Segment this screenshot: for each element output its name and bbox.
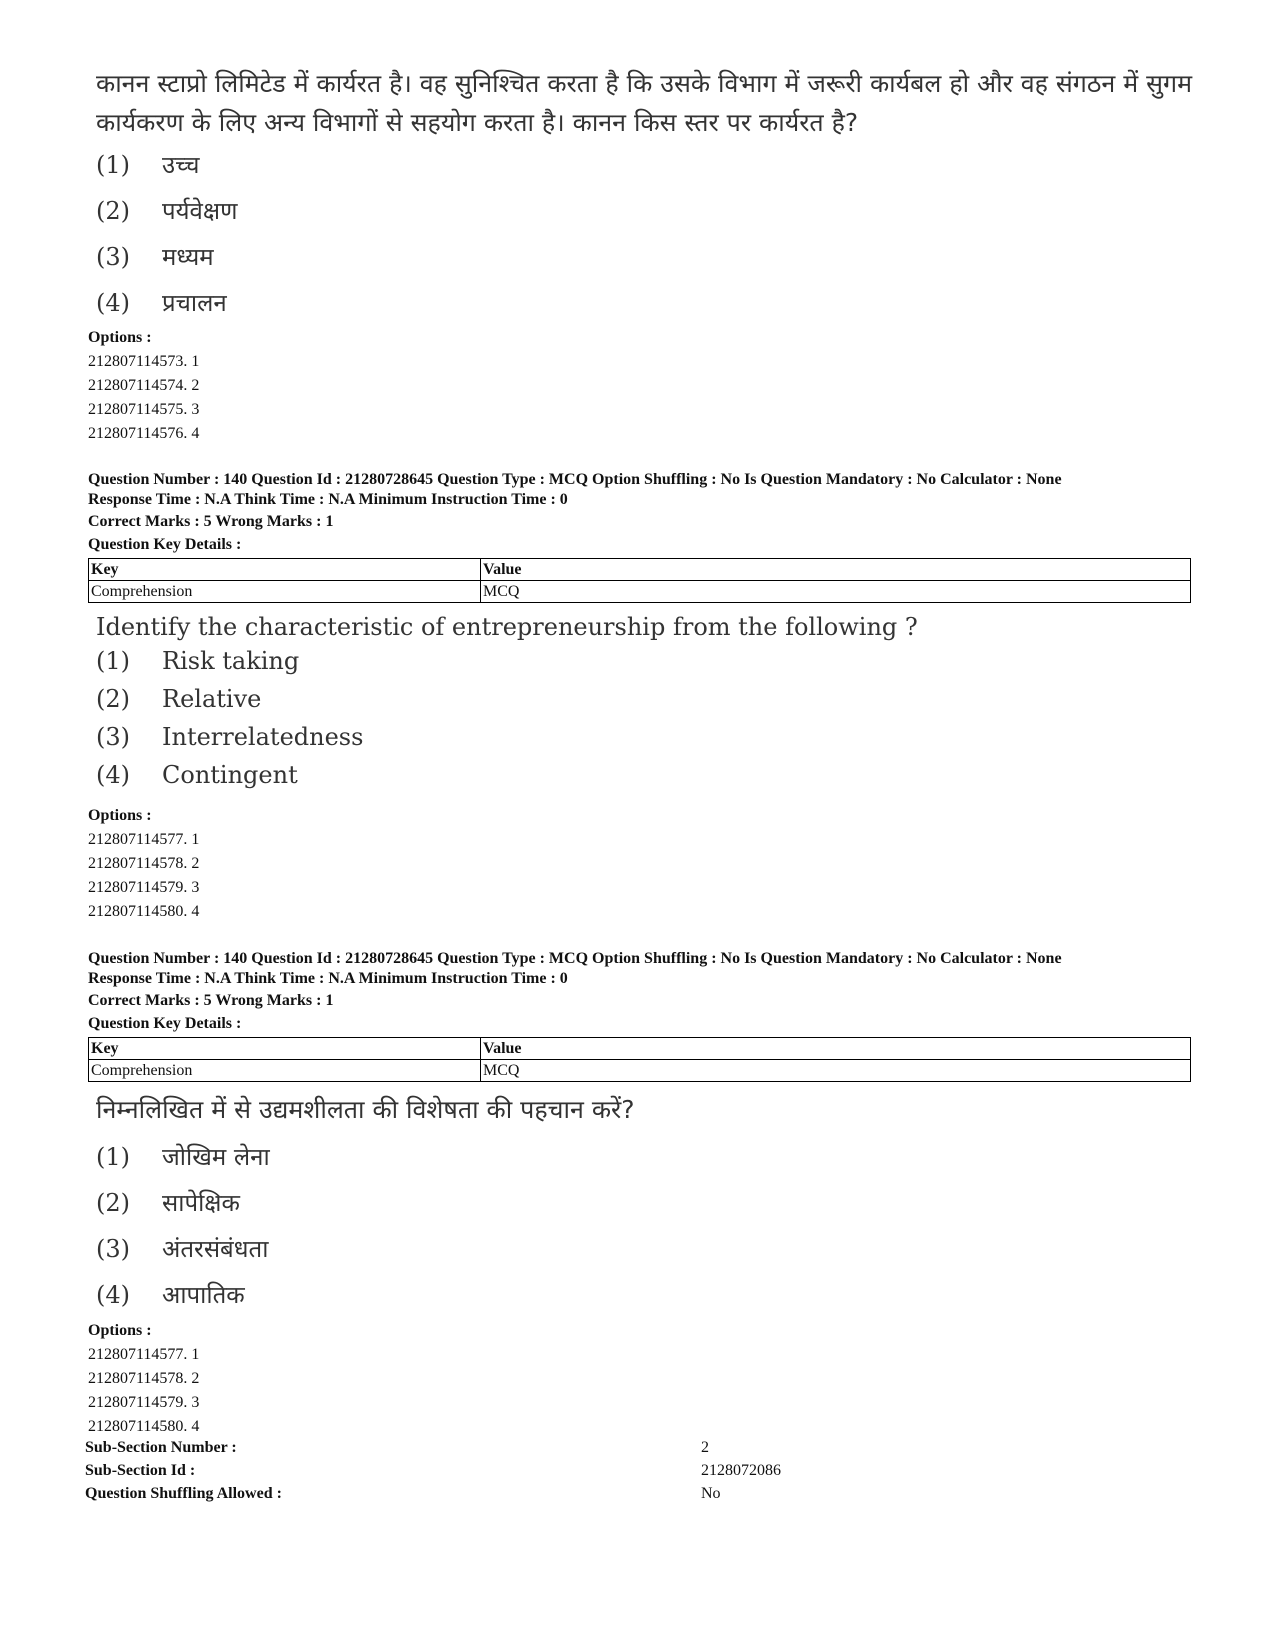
choice-2 bbox=[96, 194, 237, 227]
choice-number: (4) bbox=[96, 761, 130, 789]
option-id: 212807114579. 3 bbox=[88, 1394, 200, 1411]
marks: Correct Marks : 5 Wrong Marks : 1 bbox=[88, 513, 334, 530]
choice-number: (2) bbox=[96, 1188, 130, 1217]
choice-number: (1) bbox=[96, 1142, 130, 1171]
subsection-id-value: 2128072086 bbox=[701, 1462, 781, 1479]
choice-text: उच्च bbox=[162, 151, 200, 179]
choice-2 bbox=[96, 1186, 240, 1219]
key-details-label: Question Key Details : bbox=[88, 536, 242, 553]
option-id: 212807114577. 1 bbox=[88, 1346, 200, 1363]
meta-line: Question Number : 140 Question Id : 21280728645 Question Type : MCQ Option Shuffling : No Is Question Mandatory : No Calculator : None bbox=[88, 950, 1062, 967]
choice-number: (3) bbox=[96, 1234, 130, 1263]
choice-4 bbox=[96, 1278, 245, 1311]
table-header-value: Value bbox=[481, 559, 1191, 581]
choice-4 bbox=[96, 286, 227, 319]
question-meta bbox=[88, 949, 1062, 989]
option-id: 212807114578. 2 bbox=[88, 855, 200, 872]
choice-text: आपातिक bbox=[162, 1281, 245, 1309]
question-shuffling-value: No bbox=[701, 1485, 721, 1502]
option-id: 212807114576. 4 bbox=[88, 425, 200, 442]
question-stem-hindi-1 bbox=[96, 64, 1192, 142]
choice-text: सापेक्षिक bbox=[162, 1189, 240, 1217]
option-id: 212807114577. 1 bbox=[88, 831, 200, 848]
choice-1 bbox=[96, 1140, 270, 1173]
table-cell-key: Comprehension bbox=[89, 581, 481, 603]
stem-line: कानन स्टाप्रो लिमिटेड में कार्यरत है। वह सुनिश्चित करता है कि उसके विभाग में जरूरी कार्यबल हो और वह संगठन में सुगम bbox=[96, 69, 1193, 98]
subsection-number-value: 2 bbox=[701, 1439, 709, 1456]
key-details-table bbox=[88, 1037, 1191, 1082]
choice-number: (1) bbox=[96, 647, 130, 675]
choice-4 bbox=[96, 761, 298, 789]
option-id: 212807114574. 2 bbox=[88, 377, 200, 394]
meta-line: Response Time : N.A Think Time : N.A Minimum Instruction Time : 0 bbox=[88, 491, 568, 508]
options-list bbox=[88, 326, 199, 446]
choice-text: Relative bbox=[162, 685, 262, 713]
choice-number: (2) bbox=[96, 196, 130, 225]
option-id: 212807114573. 1 bbox=[88, 353, 200, 370]
question-shuffling-label: Question Shuffling Allowed : bbox=[85, 1485, 282, 1502]
subsection-number-label: Sub-Section Number : bbox=[85, 1439, 237, 1456]
subsection-id-label: Sub-Section Id : bbox=[85, 1462, 196, 1479]
options-list bbox=[88, 1319, 199, 1439]
choice-number: (3) bbox=[96, 242, 130, 271]
choice-3 bbox=[96, 1232, 268, 1265]
table-cell-key: Comprehension bbox=[89, 1060, 481, 1082]
choice-1 bbox=[96, 148, 199, 181]
choice-number: (2) bbox=[96, 685, 130, 713]
choice-text: जोखिम लेना bbox=[162, 1143, 270, 1171]
choice-number: (4) bbox=[96, 288, 130, 317]
choice-text: पर्यवेक्षण bbox=[162, 197, 238, 225]
choice-text: अंतरसंबंधता bbox=[162, 1235, 269, 1263]
choice-text: Interrelatedness bbox=[162, 723, 364, 751]
choice-text: प्रचालन bbox=[162, 289, 227, 317]
table-header-key: Key bbox=[89, 1038, 481, 1060]
option-id: 212807114580. 4 bbox=[88, 1418, 200, 1435]
stem-line: कार्यकरण के लिए अन्य विभागों से सहयोग करता है। कानन किस स्तर पर कार्यरत है? bbox=[96, 108, 859, 137]
table-header-value: Value bbox=[481, 1038, 1191, 1060]
table-cell-value: MCQ bbox=[481, 1060, 1191, 1082]
choice-text: Contingent bbox=[162, 761, 298, 789]
table-cell-value: MCQ bbox=[481, 581, 1191, 603]
option-id: 212807114579. 3 bbox=[88, 879, 200, 896]
options-label: Options : bbox=[88, 329, 152, 346]
choice-text: मध्यम bbox=[162, 243, 214, 271]
option-id: 212807114575. 3 bbox=[88, 401, 200, 418]
meta-line: Question Number : 140 Question Id : 21280728645 Question Type : MCQ Option Shuffling : No Is Question Mandatory : No Calculator : None bbox=[88, 471, 1062, 488]
choice-1 bbox=[96, 647, 299, 675]
choice-number: (4) bbox=[96, 1280, 130, 1309]
options-label: Options : bbox=[88, 807, 152, 824]
key-details-table bbox=[88, 558, 1191, 603]
options-label: Options : bbox=[88, 1322, 152, 1339]
choice-3 bbox=[96, 723, 363, 751]
choice-2 bbox=[96, 685, 261, 713]
options-list bbox=[88, 804, 199, 924]
option-id: 212807114578. 2 bbox=[88, 1370, 200, 1387]
question-stem-hindi-2: निम्नलिखित में से उद्यमशीलता की विशेषता की पहचान करें? bbox=[96, 1095, 635, 1124]
choice-number: (1) bbox=[96, 150, 130, 179]
marks: Correct Marks : 5 Wrong Marks : 1 bbox=[88, 992, 334, 1009]
option-id: 212807114580. 4 bbox=[88, 903, 200, 920]
choice-number: (3) bbox=[96, 723, 130, 751]
question-meta bbox=[88, 470, 1062, 510]
table-header-key: Key bbox=[89, 559, 481, 581]
choice-3 bbox=[96, 240, 214, 273]
question-stem-english: Identify the characteristic of entrepreneurship from the following ? bbox=[96, 613, 918, 641]
choice-text: Risk taking bbox=[162, 647, 300, 675]
key-details-label: Question Key Details : bbox=[88, 1015, 242, 1032]
meta-line: Response Time : N.A Think Time : N.A Minimum Instruction Time : 0 bbox=[88, 970, 568, 987]
